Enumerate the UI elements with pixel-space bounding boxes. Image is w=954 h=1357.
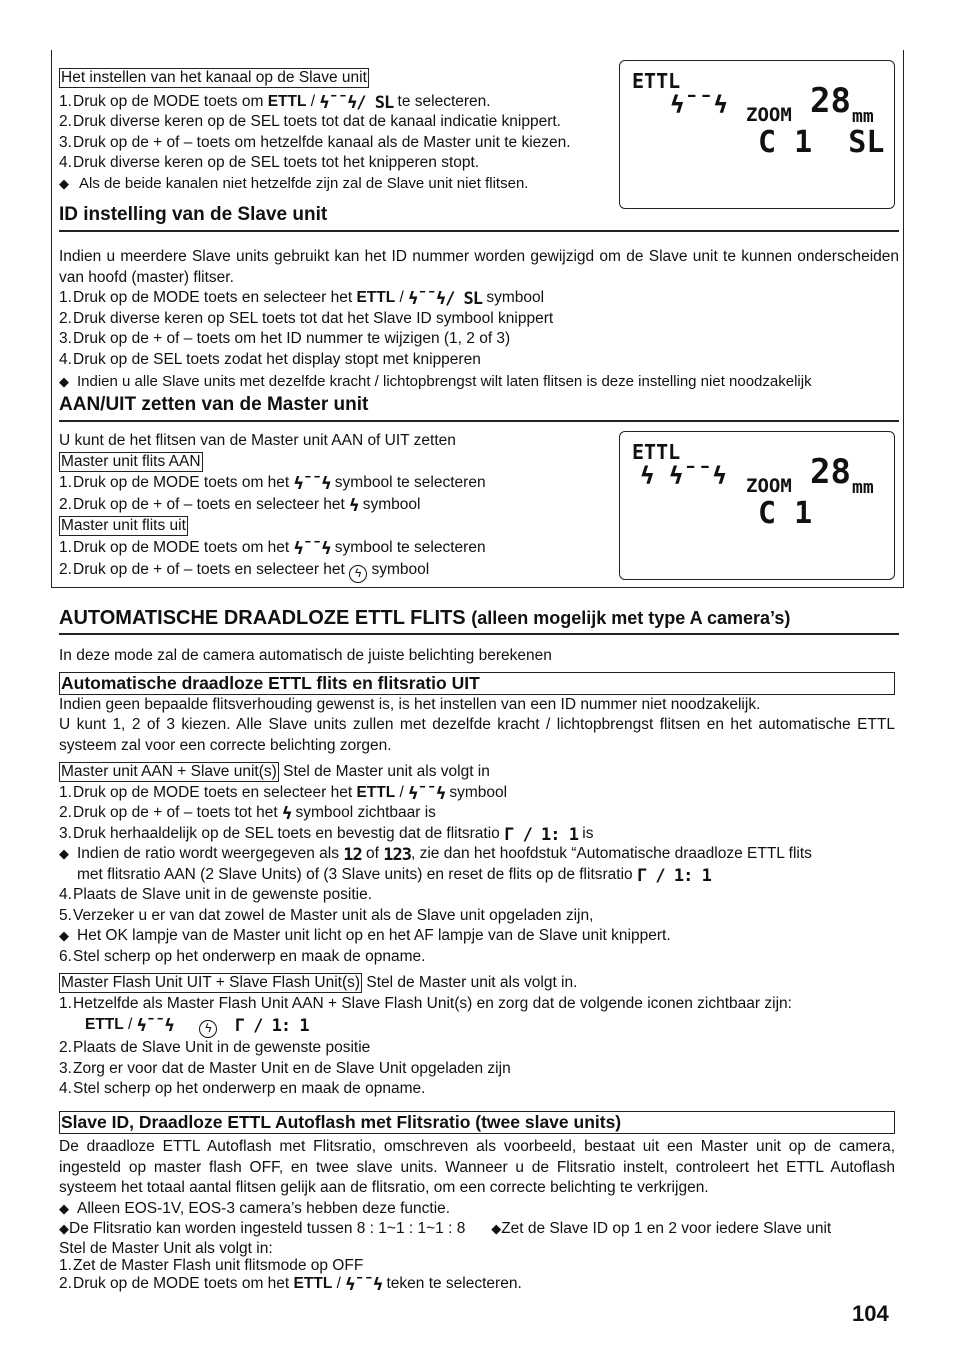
slave-channel-label: Het instellen van het kanaal op de Slave unit [61,69,367,86]
master-off-slave-label: Master Flash Unit UIT + Slave Flash Unit(s) [61,974,361,991]
list-item: 4. Druk diverse keren op de SEL toets tot het knipperen stopt. [59,154,480,171]
list-item: 1. Druk op de MODE toets en selecteer het ETTL / ϟ¯¯ϟ symbool [59,783,508,804]
master-on-slave-line: Master unit AAN + Slave unit(s) Stel de Master unit als volgt in [61,763,490,780]
master-off-label: Master unit flits uit [61,517,186,534]
list-item: 2. Druk op de + of – toets tot het ϟ symbool zichtbaar is [59,804,436,824]
ettl-slave-symbol: ϟ¯¯ϟ/ SL [408,289,483,309]
auto-ettl-heading: AUTOMATISCHE DRAADLOZE ETTL FLITS (alleen mogelijk met type A camera’s) [59,605,899,635]
list-item: 1. Druk op de MODE toets en selecteer het ETTL / ϟ¯¯ϟ/ SL symbool [59,289,545,309]
slave-id-ratio-heading: Slave ID, Draadloze ETTL Autoflash met Flitsratio (twee slave units) [59,1111,895,1134]
auto-ettl-section [59,605,899,1100]
diamond-bullet-icon: ◆ [59,928,69,943]
list-item: 2. Druk op de MODE toets om het ETTL / ϟ¯¯ϟ teken te selecteren. [59,1274,522,1295]
ratio-123-icon: 123 [383,845,411,865]
list-item: 2. Druk op de + of – toets en selecteer het ϟ symbool [59,559,899,583]
diamond-bullet-icon: ◆ [59,1221,69,1236]
slave-channel-section [59,68,619,194]
note: ◆ Indien u alle Slave units met dezelfde kracht / lichtopbrengst wilt laten flitsen is deze instelling niet noodzakelijk [59,372,899,393]
auto-ettl-steps-3 [59,947,899,968]
note: ◆ Indien de ratio wordt weergegeven als 12 of 123, zie dan het hoofdstuk “Automatische draadloze ETTL flits met flitsratio AAN (2 Slave Units) of (3 Slave units) en reset de flits op de flitsratio Γ / 1: 1 [59,845,812,886]
flash-off-icon: ϟ [349,565,367,583]
auto-ettl-steps [59,783,899,845]
diamond-bullet-icon: ◆ [59,1200,69,1216]
lcd-display-master: ETTL ϟ ϟ¯¯ϟ ZOOM 28 mm C 1 [619,431,895,580]
slave-id-section [59,203,899,393]
flash-off-icon: ϟ [199,1020,217,1038]
wireless-flash-icon: ϟ¯¯ϟ [408,783,446,804]
list-item: 3. Druk op de + of – toets om hetzelfde kanaal als de Master unit te kiezen. [59,133,571,151]
slave-id-intro: Indien u meerdere Slave units gebruikt kan het ID nummer worden gewijzigd om de Slave unit te kunnen onderscheiden van hoofd (master) flitser. [59,248,899,286]
list-item: 3. Druk op de + of – toets om het ID nummer te wijzigen (1, 2 of 3) [59,330,511,347]
note: ◆ Het OK lampje van de Master unit licht op en het AF lampje van de Slave unit knippert. [59,926,899,947]
master-onoff-heading: AAN/UIT zetten van de Master unit [59,393,899,422]
list-item: 4. Druk op de SEL toets zodat het display stopt met knipperen [59,350,481,368]
master-on-slave-label: Master unit AAN + Slave unit(s) [61,763,277,780]
slave-id-ratio-steps [59,1257,899,1295]
wireless-flash-icon: ϟ¯¯ϟ [345,1274,383,1295]
wireless-flash-icon: ϟ¯¯ϟ [136,1016,174,1036]
list-item: 4. Plaats de Slave unit in de gewenste positie. [59,886,372,903]
flash-ratio-icon: Γ / 1: 1 [636,865,711,886]
list-item: 3. Zorg er voor dat de Master Unit en de Slave Unit opgeladen zijn [59,1059,511,1077]
slave-id-heading: ID instelling van de Slave unit [59,203,899,232]
flash-ratio-icon: Γ / 1: 1 [234,1016,309,1036]
slave-id-steps [59,288,899,370]
auto-ettl-intro: In deze mode zal de camera automatisch de juiste belichting berekenen [59,647,552,664]
list-item: 2. Druk op de + of – toets en selecteer het ϟ symbool [59,496,421,516]
master-on-label: Master unit flits AAN [61,452,201,470]
master-onoff-intro: U kunt de het flitsen van de Master unit AAN of UIT zetten [59,432,456,449]
list-item: 2. Druk diverse keren op SEL toets tot dat het Slave ID symbool knippert [59,309,554,327]
diamond-bullet-icon: ◆ [59,374,69,389]
list-item: 1. Zet de Master Flash unit flitsmode op OFF [59,1256,364,1274]
paragraph: Stel de Master Unit als volgt in: [59,1239,273,1257]
list-item: 3. Druk herhaaldelijk op de SEL toets en bevestig dat de flitsratio Γ / 1: 1 is [59,824,594,845]
paragraph: U kunt 1, 2 of 3 kiezen. Alle Slave units zullen met dezelfde kracht / lichtopbrengst flitsen en het automatische ETTL systeem zal voor een correcte belichting zorgen. [59,716,895,754]
list-item: 1. Hetzelfde als Master Flash Unit AAN + Slave Flash Unit(s) en zorg dat de volgende iconen zichtbaar zijn: [59,994,792,1012]
wireless-flash-icon: ϟ¯¯ϟ [293,474,331,494]
flash-on-icon: ϟ [281,804,292,824]
flash-icon: ϟ ϟ¯¯ϟ [640,462,727,490]
list-item: 4. Stel scherp op het onderwerp en maak de opname. [59,1080,426,1097]
list-item: 1. Druk op de MODE toets om het ϟ¯¯ϟ symbool te selecteren [59,538,486,559]
auto-ettl-steps-2 [59,885,899,926]
master-off-slave-line: Master Flash Unit UIT + Slave Flash Unit(s) Stel de Master unit als volgt in. [61,974,578,991]
paragraph: De draadloze ETTL Autoflash met Flitsratio, omschreven als voorbeeld, bestaat uit een Master unit op de camera, ingesteld op master flash OFF, en twee slave units. Wanneer u de Flitsratio instelt, controleert het ETTL Autoflash systeem het totaal aantal flitsen gelijk aan de flitsratio, om een correcte belichting te verkrijgen. [59,1138,895,1196]
list-item: 2. Druk diverse keren op de SEL toets tot dat de kanaal indicatie knippert. [59,113,561,130]
slave-channel-steps [59,92,619,174]
lcd-display-slave: ETTL ϟ¯¯ϟ ZOOM 28 mm C 1 SL [619,60,895,209]
note: ◆ Als de beide kanalen niet hetzelfde zijn zal de Slave unit niet flitsen. [59,174,619,195]
wireless-flash-icon: ϟ¯¯ϟ [293,538,331,559]
auto-ettl-box-heading: Automatische draadloze ETTL flits en flitsratio UIT [59,672,895,695]
diamond-bullet-icon: ◆ [59,175,69,191]
list-item: 6. Stel scherp op het onderwerp en maak de opname. [59,947,426,965]
ettl-slave-symbol: ϟ¯¯ϟ/ SL [319,92,394,113]
diamond-bullet-icon: ◆ [491,1221,502,1236]
paragraph: Indien geen bepaalde flitsverhouding gewenst is, is het instellen van een ID nummer niet noodzakelijk. [59,695,761,713]
diamond-bullet-icon: ◆ [59,846,69,861]
list-item: 1. Druk op de MODE toets om het ϟ¯¯ϟ symbool te selecteren [59,474,486,494]
note: ◆ Alleen EOS-1V, EOS-3 camera’s hebben deze functie. [59,1199,899,1220]
list-item: 5. Verzeker u er van dat zowel de Master unit als de Slave unit opgeladen zijn, [59,906,594,924]
icons-line: ETTL / ϟ¯¯ϟ ϟ Γ / 1: 1 [85,1016,309,1036]
master-off-steps [59,994,899,1100]
list-item: 2. Plaats de Slave Unit in de gewenste positie [59,1039,371,1056]
notes-row: ◆De Flitsratio kan worden ingesteld tussen 8 : 1~1 : 1~1 : 8 ◆Zet de Slave ID op 1 en 2 voor iedere Slave unit [59,1220,832,1237]
slave-id-ratio-section [59,1111,899,1294]
page-number: 104 [852,1301,889,1326]
flash-on-icon: ϟ [349,496,359,516]
ratio-12-icon: 12 [343,845,362,865]
flash-icon: ϟ¯¯ϟ [670,91,728,119]
list-item: 1. Druk op de MODE toets om ETTL / ϟ¯¯ϟ/ SL te selecteren. [59,92,491,113]
flash-ratio-icon: Γ / 1: 1 [504,824,578,845]
